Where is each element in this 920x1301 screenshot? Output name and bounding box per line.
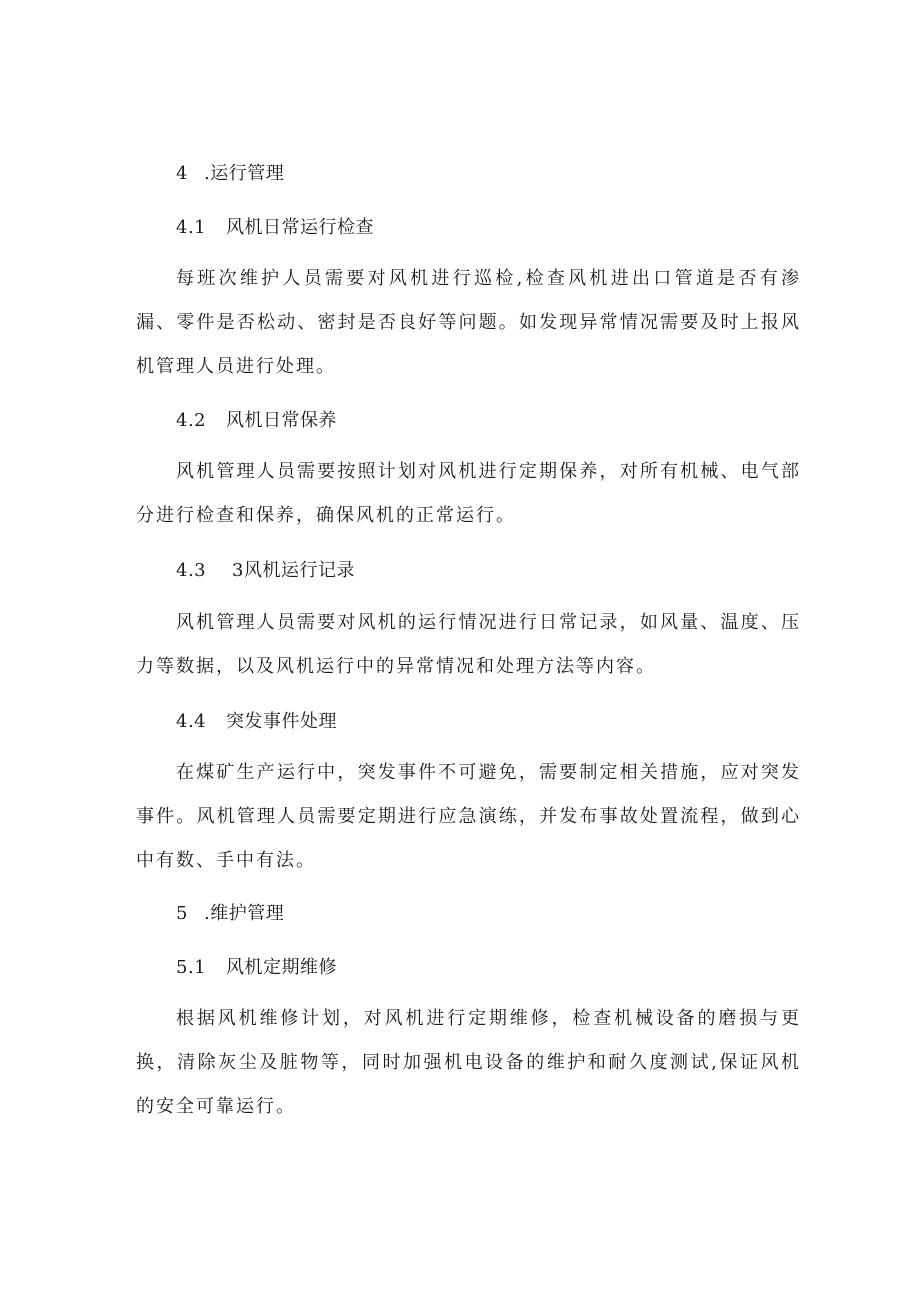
section-heading-5-1 — [176, 957, 337, 979]
section-number: 4.1 — [176, 217, 207, 238]
paragraph-4-3: 风机管理人员需要对风机的运行情况进行日常记录，如风量、温度、压力等数据，以及风机运行中的异常情况和处理方法等内容。 — [136, 612, 801, 677]
section-number: 5 — [176, 903, 188, 924]
section-title: 风机定期维修 — [226, 957, 337, 978]
section-title: 突发事件处理 — [226, 711, 337, 732]
section-heading-4-2 — [176, 410, 337, 432]
section-number: 4.3 — [176, 560, 207, 581]
section-heading-4-1 — [176, 217, 374, 239]
section-heading-5 — [176, 903, 284, 925]
section-heading-4-4 — [176, 711, 337, 733]
paragraph-4-2: 风机管理人员需要按照计划对风机进行定期保养，对所有机械、电气部分进行检查和保养，确保风机的正常运行。 — [136, 461, 801, 526]
section-title: 风机日常保养 — [226, 410, 337, 431]
section-title: .维护管理 — [204, 903, 285, 924]
paragraph-4-4: 在煤矿生产运行中，突发事件不可避免，需要制定相关措施，应对突发事件。风机管理人员需要定期进行应急演练，并发布事故处置流程，做到心中有数、手中有法。 — [136, 762, 801, 871]
section-number: 4.2 — [176, 410, 207, 431]
paragraph-4-1: 每班次维护人员需要对风机进行巡检,检查风机进出口管道是否有渗漏、零件是否松动、密封是否良好等问题。如发现异常情况需要及时上报风机管理人员进行处理。 — [136, 268, 801, 377]
section-number: 4.4 — [176, 711, 207, 732]
section-number: 5.1 — [176, 957, 207, 978]
section-title: 风机日常运行检查 — [226, 217, 374, 238]
paragraph-5-1: 根据风机维修计划，对风机进行定期维修，检查机械设备的磨损与更换，清除灰尘及脏物等，同时加强机电设备的维护和耐久度测试,保证风机的安全可靠运行。 — [136, 1008, 801, 1117]
section-number: 4 — [176, 163, 188, 184]
section-title: 3风机运行记录 — [232, 560, 355, 581]
section-heading-4-3 — [176, 560, 355, 582]
section-heading-4 — [176, 163, 284, 185]
section-title: .运行管理 — [204, 163, 285, 184]
